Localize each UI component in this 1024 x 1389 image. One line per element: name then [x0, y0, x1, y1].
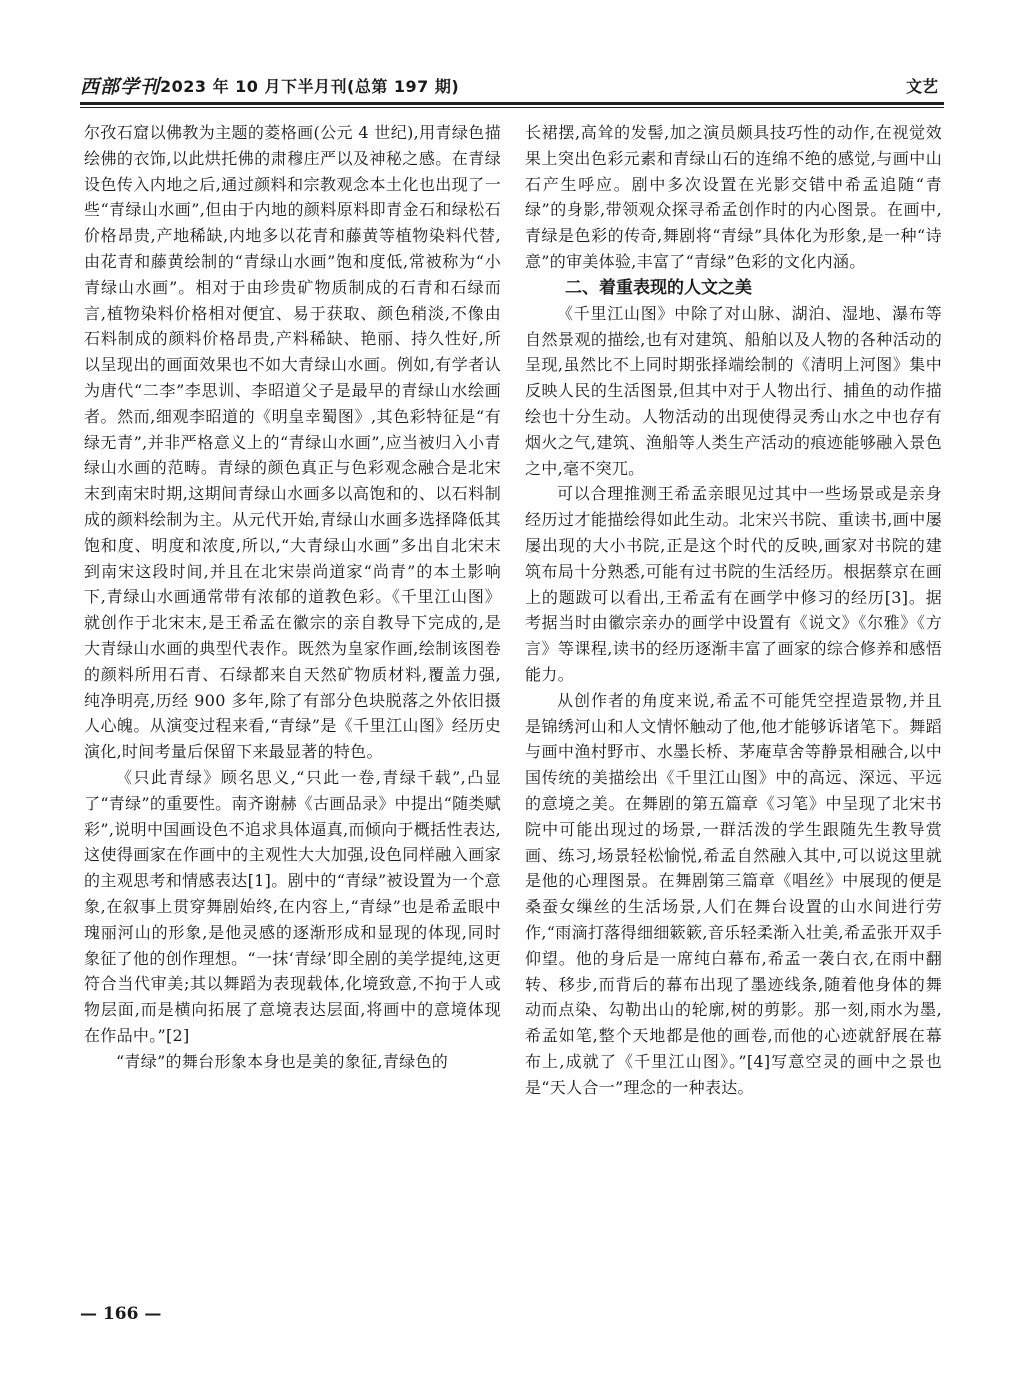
- paragraph: 可以合理推测王希孟亲眼见过其中一些场景或是亲身经历过才能描绘得如此生动。北宋兴书院、重读书,画中屡屡出现的大小书院,正是这个时代的反映,画家对书院的建筑布局十分熟悉,可能有过书院的生活经历。根据蔡京在画上的题跋可以看出,王希孟有在画学中修习的经历[3]。据考据当时由徽宗亲办的画学中设置有《说文》《尔雅》《方言》等课程,读书的经历逐渐丰富了画家的综合修养和感悟能力。: [525, 484, 942, 684]
- paragraph: 尔孜石窟以佛教为主题的菱格画(公元 4 世纪),用青绿色描绘佛的衣饰,以此烘托佛的肃穆庄严以及神秘之感。在青绿设色传入内地之后,通过颜料和宗教观念本土化也出现了一些“青绿山水画”,但由于内地的颜料原料即青金石和绿松石价格昂贵,产地稀缺,内地多以花青和藤黄等植物染料代替,由花青和藤黄绘制的“青绿山水画”饱和度低,常被称为“小青绿山水画”。相对于由珍贵矿物质制成的石青和石绿而言,植物染料价格相对便宜、易于获取、颜色稍淡,不像由石料制成的颜料价格昂贵,产料稀缺、艳丽、持久性好,所以呈现出的画面效果也不如大青绿山水画。例如,有学者认为唐代“二李”李思训、李昭道父子是最早的青绿山水绘画者。然而,细观李昭道的《明皇幸蜀图》,其色彩特征是“有绿无青”,并非严格意义上的“青绿山水画”,应当被归入小青绿山水画的范畴。青绿的颜色真正与色彩观念融合是北宋末到南宋时期,这期间青绿山水画多以高饱和的、以石料制成的颜料绘制为主。从元代开始,青绿山水画多选择降低其饱和度、明度和浓度,所以,“大青绿山水画”多出自北宋末到南宋这段时间,并且在北宋崇尚道家“尚青”的本土影响下,青绿山水画通常带有浓郁的道教色彩。《千里江山图》就创作于北宋末,是王希孟在徽宗的亲自教导下完成的,是大青绿山水画的典型代表作。既然为皇家作画,绘制该图卷的颜料所用石青、石绿都来自天然矿物质材料,覆盖力强,纯净明亮,历经 900 多年,除了有部分色块脱落之外依旧摄人心魄。从演变过程来看,“青绿”是《千里江山图》经历史演化,时间考量后保留下来最显著的特色。: [84, 123, 501, 762]
- paragraph: 《只此青绿》顾名思义,“只此一卷,青绿千载”,凸显了“青绿”的重要性。南齐谢赫《古画品录》中提出“随类赋彩”,说明中国画设色不追求具体逼真,而倾向于概括性表达,这使得画家在作画中的主观性大大加强,设色同样融入画家的主观思考和情感表达[1]。剧中的“青绿”被设置为一个意象,在叙事上贯穿舞剧始终,在内容上,“青绿”也是希孟眼中瑰丽河山的形象,是他灵感的逐渐形成和显现的体现,同时象征了他的创作理想。“一抹‘青绿’即全剧的美学提纯,这更符合当代审美;其以舞蹈为表现载体,化境致意,不拘于人或物层面,而是横向拓展了意境表达层面,将画中的意境体现在作品中。”[2]: [84, 767, 501, 1045]
- left-column: [84, 120, 501, 1310]
- section-label: 文艺: [905, 77, 938, 96]
- page-header: [80, 68, 944, 102]
- right-column: [525, 120, 942, 1310]
- paragraph: 长裙摆,高耸的发髻,加之演员颇具技巧性的动作,在视觉效果上突出色彩元素和青绿山石的连绵不绝的感觉,与画中山石产生呼应。剧中多次设置在光影交错中希孟追随“青绿”的身影,带领观众探寻希孟创作时的内心图景。在画中,青绿是色彩的传奇,舞剧将“青绿”具体化为形象,是一种“诗意”的审美体验,丰富了“青绿”色彩的文化内涵。: [525, 123, 942, 271]
- paragraph: 《千里江山图》中除了对山脉、湖泊、湿地、瀑布等自然景观的描绘,也有对建筑、船舶以及人物的各种活动的呈现,虽然比不上同时期张择端绘制的《清明上河图》集中反映人民的生活图景,但其中对于人物出行、捕鱼的动作描绘也十分生动。人物活动的出现使得灵秀山水之中也存有烟火之气,建筑、渔船等人类生产活动的痕迹能够融入景色之中,毫不突兀。: [525, 303, 942, 478]
- header-rule: [80, 102, 944, 108]
- paragraph: 从创作者的角度来说,希孟不可能凭空捏造景物,并且是锦绣河山和人文情怀触动了他,他才能够诉诸笔下。舞蹈与画中渔村野市、水墨长桥、茅庵草舍等静景相融合,以中国传统的美描绘出《千里江山图》中的高远、深远、平远的意境之美。在舞剧的第五篇章《习笔》中呈现了北宋书院中可能出现过的场景,一群活泼的学生跟随先生教导赏画、练习,场景轻松愉悦,希孟自然融入其中,可以说这里就是他的心理图景。在舞剧第三篇章《唱丝》中展现的便是桑蚕女缫丝的生活场景,人们在舞台设置的山水间进行劳作,“雨滴打落得细细簌簌,音乐轻柔渐入壮美,希孟张开双手仰望。他的身后是一席纯白幕布,希孟一袭白衣,在雨中翻转、移步,而背后的幕布出现了墨迹线条,随着他身体的舞动而点染、勾勒出山的轮廓,树的剪影。那一刻,雨水为墨,希孟如笔,整个天地都是他的画卷,而他的心迹就舒展在幕布上,成就了《千里江山图》。”[4]写意空灵的画中之景也是“天人合一”理念的一种表达。: [525, 690, 942, 1097]
- page-number: — 166 —: [80, 1304, 162, 1324]
- journal-issue: 2023 年 10 月下半月刊(总第 197 期): [160, 77, 460, 96]
- paragraph: “青绿”的舞台形象本身也是美的象征,青绿色的: [116, 1051, 449, 1071]
- journal-logo: 西部学刊: [80, 76, 161, 98]
- section-heading: 二、着重表现的人文之美: [565, 277, 752, 298]
